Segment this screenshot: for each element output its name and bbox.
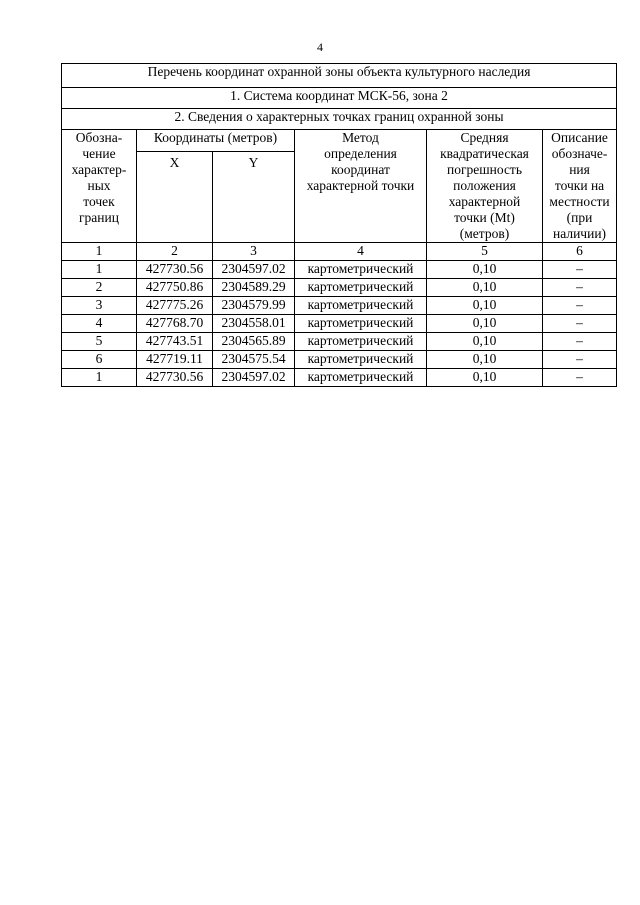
cell-point: 3 [62, 297, 137, 315]
cell-x: 427775.26 [137, 297, 213, 315]
cell-y: 2304597.02 [213, 261, 295, 279]
cell-description: – [543, 297, 617, 315]
column-number: 6 [543, 243, 617, 261]
cell-y: 2304589.29 [213, 279, 295, 297]
column-numbers-row [62, 243, 617, 261]
cell-x: 427750.86 [137, 279, 213, 297]
cell-x: 427730.56 [137, 261, 213, 279]
header-error: Средняя квадратическая погрешность положения характерной точки (Mt) (метров) [427, 130, 543, 243]
column-number: 3 [213, 243, 295, 261]
cell-x: 427730.56 [137, 369, 213, 387]
cell-point: 5 [62, 333, 137, 351]
cell-method: картометрический [295, 261, 427, 279]
cell-method: картометрический [295, 279, 427, 297]
cell-point: 1 [62, 369, 137, 387]
cell-method: картометрический [295, 333, 427, 351]
table-row [62, 315, 617, 333]
cell-y: 2304579.99 [213, 297, 295, 315]
coordinates-table [61, 63, 617, 387]
cell-method: картометрический [295, 369, 427, 387]
table-row [62, 369, 617, 387]
cell-method: картометрический [295, 297, 427, 315]
table-row [62, 333, 617, 351]
cell-description: – [543, 369, 617, 387]
cell-error: 0,10 [427, 369, 543, 387]
cell-point: 6 [62, 351, 137, 369]
table-row [62, 351, 617, 369]
header-method: Метод определения координат характерной точки [295, 130, 427, 243]
header-y: Y [213, 152, 295, 243]
cell-error: 0,10 [427, 279, 543, 297]
cell-y: 2304597.02 [213, 369, 295, 387]
cell-error: 0,10 [427, 261, 543, 279]
header-x: X [137, 152, 213, 243]
table-row [62, 261, 617, 279]
header-point-designation: Обозна- чение характер- ных точек границ [62, 130, 137, 243]
cell-error: 0,10 [427, 333, 543, 351]
cell-y: 2304558.01 [213, 315, 295, 333]
cell-description: – [543, 261, 617, 279]
cell-point: 2 [62, 279, 137, 297]
column-number: 1 [62, 243, 137, 261]
cell-description: – [543, 279, 617, 297]
header-coordinates: Координаты (метров) [137, 130, 295, 152]
cell-y: 2304575.54 [213, 351, 295, 369]
cell-error: 0,10 [427, 297, 543, 315]
cell-error: 0,10 [427, 315, 543, 333]
table-row [62, 297, 617, 315]
header-description: Описание обозначе- ния точки на местности (при наличии) [543, 130, 617, 243]
cell-description: – [543, 333, 617, 351]
cell-x: 427719.11 [137, 351, 213, 369]
column-number: 4 [295, 243, 427, 261]
table-title: Перечень координат охранной зоны объекта культурного наследия [62, 64, 617, 88]
section-title: 2. Сведения о характерных точках границ охранной зоны [62, 109, 617, 130]
cell-y: 2304565.89 [213, 333, 295, 351]
cell-x: 427743.51 [137, 333, 213, 351]
cell-method: картометрический [295, 351, 427, 369]
cell-method: картометрический [295, 315, 427, 333]
cell-point: 1 [62, 261, 137, 279]
cell-error: 0,10 [427, 351, 543, 369]
column-number: 2 [137, 243, 213, 261]
cell-description: – [543, 351, 617, 369]
cell-description: – [543, 315, 617, 333]
cell-x: 427768.70 [137, 315, 213, 333]
column-number: 5 [427, 243, 543, 261]
cell-point: 4 [62, 315, 137, 333]
page-number: 4 [317, 40, 323, 54]
coordinate-system: 1. Система координат МСК-56, зона 2 [62, 88, 617, 109]
table-row [62, 279, 617, 297]
